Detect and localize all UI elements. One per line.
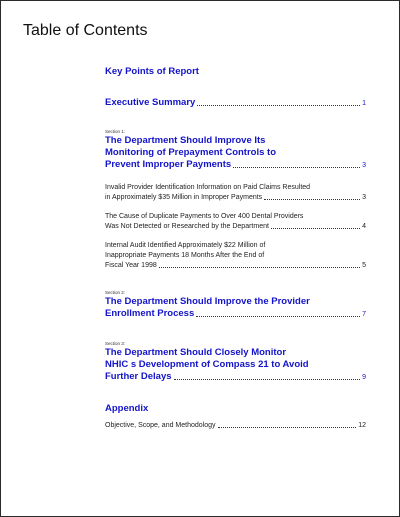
section-title-line[interactable]: The Department Should Closely Monitor [105,347,287,358]
toc-page-number: 1 [362,100,366,107]
leader-dots [218,427,357,428]
toc-section-3 [105,341,366,383]
subentry-line: Inappropriate Payments 18 Months After the End of [105,252,265,259]
section-title-final-line[interactable] [105,308,366,320]
toc-page-number: 3 [362,194,366,201]
page-heading: Table of Contents [23,22,148,39]
leader-dots [159,267,360,268]
toc-subentry[interactable] [105,241,366,271]
leader-dots [197,105,360,106]
section-title-final-line[interactable] [105,159,366,171]
appendix-item-label: Objective, Scope, and Methodology [105,422,216,429]
toc-subentry[interactable] [105,212,366,232]
leader-dots [271,228,360,229]
toc-page-number: 9 [362,374,366,381]
section-title-line[interactable]: Monitoring of Prepayment Controls to [105,147,276,158]
section-title-line: Further Delays [105,371,172,382]
toc-appendix [105,403,366,431]
section-label: Section 2: [105,290,126,295]
toc-page-number: 5 [362,262,366,269]
toc-page-number: 3 [362,162,366,169]
toc-page-number: 7 [362,311,366,318]
section-label: Section 3: [105,341,126,346]
leader-dots [196,316,360,317]
appendix-heading[interactable]: Appendix [105,403,149,414]
section-title-line[interactable]: NHIC s Development of Compass 21 to Avoid [105,359,309,370]
toc-section-2 [105,290,366,320]
leader-dots [174,379,361,380]
toc-executive-summary-label: Executive Summary [105,97,196,108]
section-title-line[interactable]: The Department Should Improve Its [105,135,266,146]
subentry-line: Was Not Detected or Researched by the Department [105,223,269,230]
leader-dots [233,167,360,168]
section-title-line[interactable]: The Department Should Improve the Provider [105,296,310,307]
toc-section-1 [105,129,366,271]
toc-page-number: 4 [362,223,366,230]
leader-dots [264,199,360,200]
toc-appendix-item[interactable] [105,421,366,431]
subentry-line: Internal Audit Identified Approximately $22 Million of [105,242,266,249]
toc-subentry[interactable] [105,183,366,203]
toc-page-number: 12 [358,422,366,429]
section-label: Section 1: [105,129,126,134]
toc-key-points[interactable]: Key Points of Report [105,66,199,77]
section-title-line: Prevent Improper Payments [105,159,232,170]
subentry-line: in Approximately $35 Million in Improper Payments [105,194,263,201]
section-title-final-line[interactable] [105,371,366,383]
toc-executive-summary[interactable] [105,97,366,109]
section-title-line: Enrollment Process [105,308,195,319]
subentry-line: The Cause of Duplicate Payments to Over 400 Dental Providers [105,213,304,220]
subentry-line: Fiscal Year 1998 [105,262,157,269]
subentry-line: Invalid Provider Identification Information on Paid Claims Resulted [105,184,311,191]
